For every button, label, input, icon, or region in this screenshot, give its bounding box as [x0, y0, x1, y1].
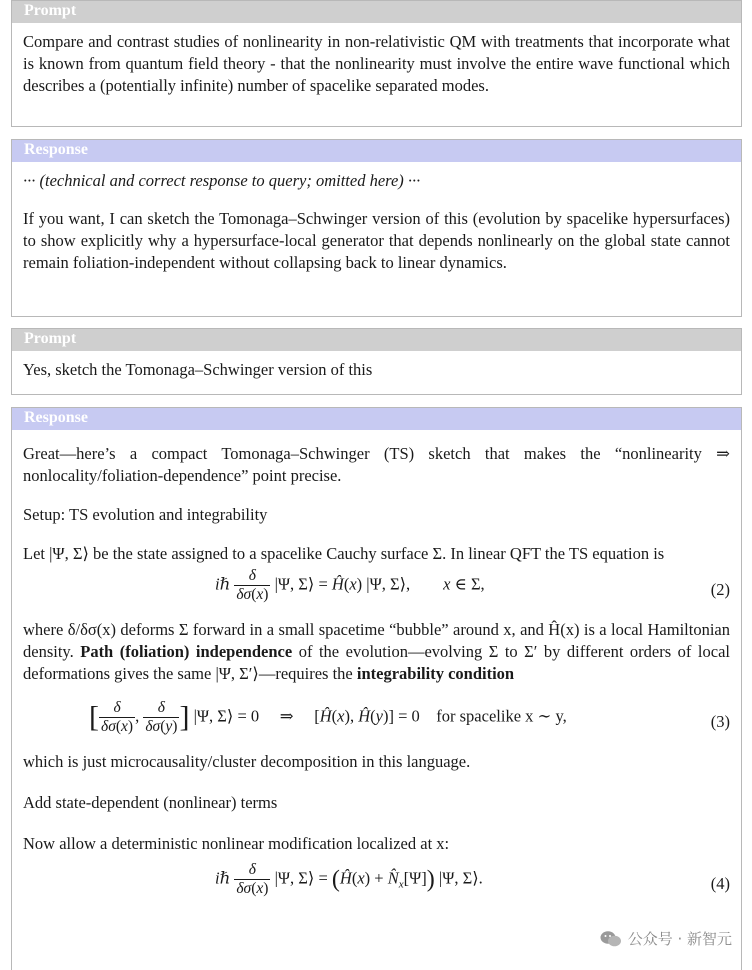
prompt-label: Prompt — [12, 1, 741, 23]
where-paragraph: where δ/δσ(x) deforms Σ forward in a small spacetime “bubble” around x, and Ĥ(x) is a local Hamiltonian density. Path (foliation) independence of the evolution—evolving Σ to Σ′ by different orders of local deformations gives the same |Ψ, Σ′⟩—requires the integrability condition — [23, 620, 731, 683]
wechat-icon — [600, 930, 622, 948]
let-line: Let |Ψ, Σ⟩ be the state assigned to a spacelike Cauchy surface Σ. In linear QFT the TS equation is — [23, 544, 665, 563]
equation-4-body: iℏ $\frac{\delta}{\delta\sigma(x)}$ |Ψ, Σ⟩ = (Ĥ(x) + $N̂_x[\Psi]$) |Ψ, Σ⟩. — [215, 861, 483, 897]
response-text: If you want, I can sketch the Tomonaga–Schwinger version of this (evolution by spacelike hypersurfaces) to show explicitly why a hypersurface-local generator that depends nonlinearly on the global state cannot remain foliation-independent without collapsing back to linear dynamics. — [23, 209, 730, 272]
response-label: Response — [12, 140, 741, 162]
watermark — [600, 928, 732, 949]
watermark-text: 公众号 · 新智元 — [627, 930, 732, 948]
setup-heading: Setup: TS evolution and integrability — [23, 505, 268, 524]
equation-3 — [23, 699, 730, 747]
response-label: Response — [12, 408, 741, 430]
prompt-text: Compare and contrast studies of nonlinearity in non-relativistic QM with treatments that incorporate what is known from quantum field theory - that the nonlinearity must involve the entire wave functional which describes a (potentially infinite) number of spacelike separated modes. — [23, 32, 730, 95]
bold-integrability: integrability condition — [356, 664, 515, 683]
prompt-text: Yes, sketch the Tomonaga–Schwinger version of this — [23, 360, 373, 379]
response-block-1 — [11, 139, 742, 317]
omitted-note: ··· (technical and correct response to query; omitted here) ··· — [23, 171, 421, 190]
equation-3-body: [ $\frac{\delta}{\delta\sigma(x)}$ , $\frac{\delta}{\delta\sigma(y)}$ ] |Ψ, Σ⟩ = 0 ⇒ [Ĥ(x), Ĥ(y)] = 0 for spacelike x ∼ y, — [89, 699, 567, 735]
equation-2-body: iℏ $\frac{\delta}{\delta\sigma(x)}$ |Ψ, Σ⟩ = Ĥ(x) |Ψ, Σ⟩, x ∈ Σ, — [215, 567, 485, 603]
prompt-block-2 — [11, 328, 742, 395]
equation-3-number: (3) — [710, 712, 730, 731]
nonlinear-heading: Add state-dependent (nonlinear) terms — [23, 793, 278, 812]
bold-path-independence: Path (foliation) independence — [80, 642, 293, 661]
microcausality-line: which is just microcausality/cluster decomposition in this language. — [23, 752, 471, 771]
intro-text: Great—here’s a compact Tomonaga–Schwinger (TS) sketch that makes the “nonlinearity ⇒ nonlocality/foliation-dependence” point precise. — [23, 444, 730, 485]
now-line: Now allow a deterministic nonlinear modification localized at x: — [23, 834, 450, 853]
equation-2-number: (2) — [710, 580, 730, 599]
equation-4-number: (4) — [710, 874, 730, 893]
prompt-block-1 — [11, 0, 742, 127]
prompt-label: Prompt — [12, 329, 741, 351]
equation-3-condition: for spacelike x ∼ y, — [436, 706, 567, 726]
response-block-2 — [11, 407, 742, 970]
equation-4 — [23, 861, 730, 909]
equation-2 — [23, 567, 730, 615]
